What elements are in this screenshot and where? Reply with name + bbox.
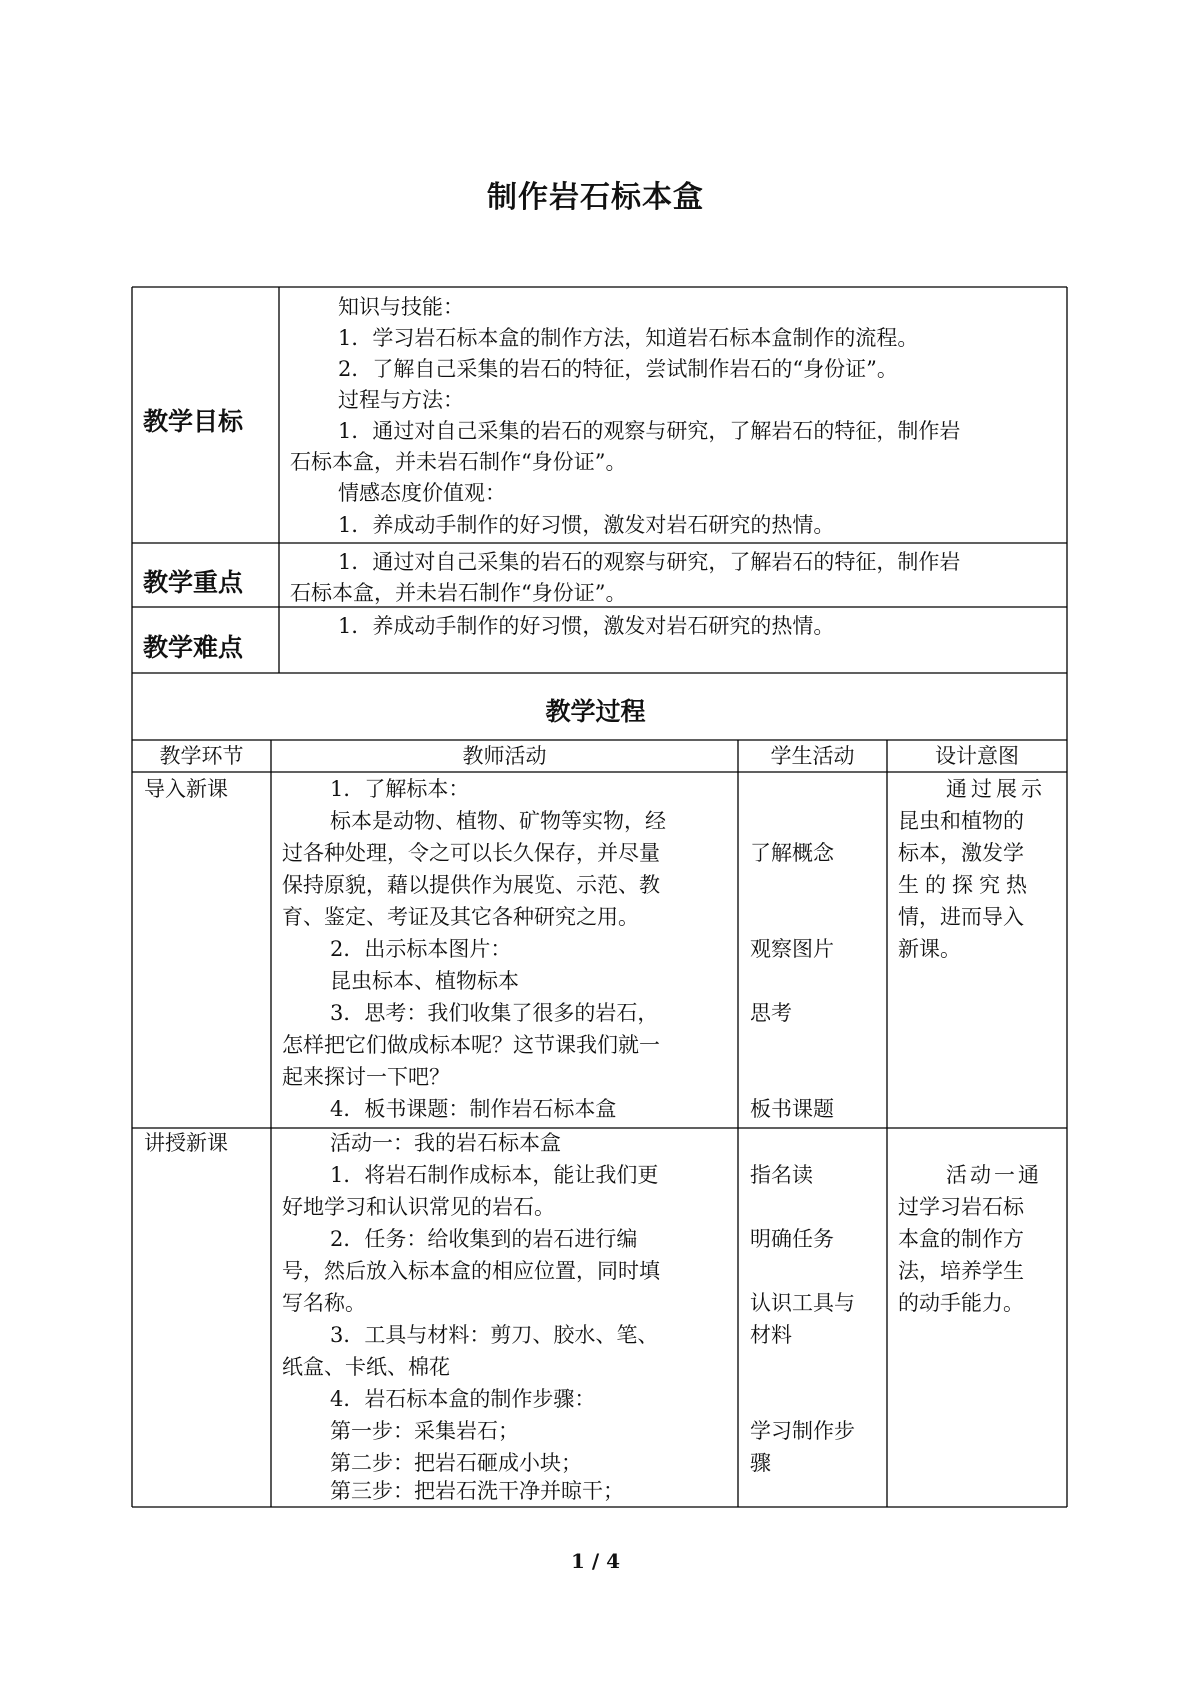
- teacher-line: 3．思考：我们收集了很多的岩石，: [330, 1001, 659, 1025]
- student-line: 板书课题: [750, 1097, 834, 1121]
- header-stage: 教学环节: [159, 744, 244, 768]
- student-line: 观察图片: [750, 937, 834, 961]
- objectives-label: 教学目标: [143, 407, 244, 436]
- objectives-line: 1．养成动手制作的好习惯，激发对岩石研究的热情。: [338, 513, 835, 537]
- key-points-label: 教学重点: [143, 568, 244, 597]
- difficulties-label: 教学难点: [143, 633, 244, 662]
- page-title: 制作岩石标本盒: [487, 180, 704, 215]
- intent-line: 法，培养学生: [898, 1259, 1024, 1283]
- teacher-line: 号，然后放入标本盒的相应位置，同时填: [282, 1259, 660, 1283]
- intent-line: 通过展示: [946, 777, 1046, 801]
- intent-line: 活动一通: [946, 1163, 1042, 1187]
- page-number: 1 / 4: [570, 1549, 621, 1573]
- teacher-line: 过各种处理，令之可以长久保存，并尽量: [282, 841, 660, 865]
- student-line: 学习制作步: [750, 1419, 855, 1443]
- objectives-line: 2．了解自己采集的岩石的特征，尝试制作岩石的“身份证”。: [338, 357, 898, 381]
- teacher-line: 保持原貌，藉以提供作为展览、示范、教: [282, 873, 660, 897]
- intent-line: 生的探究热: [898, 873, 1033, 897]
- teacher-line: 活动一：我的岩石标本盒: [330, 1131, 561, 1155]
- teacher-line: 昆虫标本、植物标本: [330, 969, 519, 993]
- student-line: 材料: [750, 1323, 792, 1347]
- teacher-line: 育、鉴定、考证及其它各种研究之用。: [282, 905, 639, 929]
- teacher-line: 第一步：采集岩石；: [330, 1419, 519, 1443]
- teacher-line: 好地学习和认识常见的岩石。: [282, 1195, 555, 1219]
- student-line: 骤: [750, 1451, 771, 1475]
- teacher-line: 怎样把它们做成标本呢？这节课我们就一: [282, 1033, 660, 1057]
- objectives-line: 情感态度价值观：: [338, 481, 506, 505]
- key-points-line: 石标本盒，并未岩石制作“身份证”。: [290, 581, 627, 605]
- student-line: 认识工具与: [750, 1291, 855, 1315]
- intent-line: 过学习岩石标: [898, 1195, 1024, 1219]
- difficulties-line: 1．养成动手制作的好习惯，激发对岩石研究的热情。: [338, 614, 835, 638]
- teacher-line: 1．了解标本：: [330, 777, 470, 801]
- intent-line: 标本，激发学: [898, 841, 1024, 865]
- teacher-line: 纸盒、卡纸、棉花: [282, 1355, 450, 1379]
- intent-line: 本盒的制作方: [898, 1227, 1024, 1251]
- student-line: 明确任务: [750, 1227, 834, 1251]
- student-line: 了解概念: [750, 841, 834, 865]
- teacher-line: 1．将岩石制作成标本，能让我们更: [330, 1163, 659, 1187]
- stage-cell: 导入新课: [144, 777, 228, 801]
- teacher-line: 2．任务：给收集到的岩石进行编: [330, 1227, 638, 1251]
- objectives-line: 石标本盒，并未岩石制作“身份证”。: [290, 450, 627, 474]
- intent-line: 情，进而导入: [898, 905, 1024, 929]
- student-line: 指名读: [750, 1163, 813, 1187]
- teacher-line: 第二步：把岩石砸成小块；: [330, 1451, 582, 1475]
- student-line: 思考: [750, 1001, 792, 1025]
- intent-line: 的动手能力。: [898, 1291, 1024, 1315]
- header-teacher: 教师活动: [462, 744, 547, 768]
- intent-line: 新课。: [898, 937, 961, 961]
- objectives-line: 知识与技能：: [338, 295, 464, 319]
- teacher-line: 写名称。: [282, 1291, 366, 1315]
- stage-cell: 讲授新课: [144, 1131, 228, 1155]
- process-title: 教学过程: [545, 697, 646, 726]
- teacher-line: 3．工具与材料：剪刀、胶水、笔、: [330, 1323, 659, 1347]
- objectives-line: 1．学习岩石标本盒的制作方法，知道岩石标本盒制作的流程。: [338, 326, 919, 350]
- objectives-line: 1．通过对自己采集的岩石的观察与研究，了解岩石的特征，制作岩: [338, 419, 961, 443]
- header-intent: 设计意图: [935, 744, 1019, 768]
- intent-line: 昆虫和植物的: [898, 809, 1024, 833]
- teacher-line: 4．岩石标本盒的制作步骤：: [330, 1387, 596, 1411]
- objectives-line: 过程与方法：: [338, 388, 464, 412]
- teacher-line: 2．出示标本图片：: [330, 937, 512, 961]
- key-points-line: 1．通过对自己采集的岩石的观察与研究，了解岩石的特征，制作岩: [338, 550, 961, 574]
- header-student: 学生活动: [770, 744, 855, 768]
- teacher-line: 4．板书课题：制作岩石标本盒: [330, 1097, 617, 1121]
- teacher-line: 第三步：把岩石洗干净并晾干；: [330, 1479, 624, 1503]
- teacher-line: 标本是动物、植物、矿物等实物，经: [330, 809, 666, 833]
- teacher-line: 起来探讨一下吧？: [282, 1065, 450, 1089]
